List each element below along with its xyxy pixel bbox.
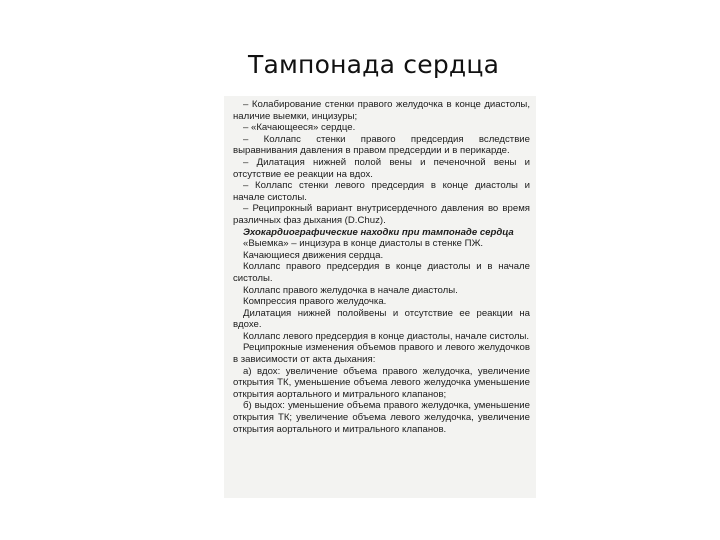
scanned-text-image xyxy=(224,96,536,498)
section-heading: Эхокардиографические находки при тампонаде сердца xyxy=(243,226,514,238)
text-line: Реципрокные изменения объемов правого и левого желудочков в зависимости от акта дыхания: xyxy=(233,342,530,366)
text-line: Дилатация нижней полойвены и отсутствие ее реакции на вдохе. xyxy=(233,307,530,331)
text-line: Коллапс правого желудочка в начале диастолы. xyxy=(243,284,458,296)
text-line: б) выдох: уменьшение объема правого желудочка, уменьшение открытия ТК; увеличение объема левого желудочка, увеличение открытия аортального и митрального клапанов. xyxy=(233,400,530,435)
text-line: «Выемка» – инцизура в конце диастолы в стенке ПЖ. xyxy=(243,238,484,250)
scanned-text-body xyxy=(224,96,536,435)
text-line: – «Качающееся» сердце. xyxy=(243,122,356,134)
text-line: Качающиеся движения сердца. xyxy=(243,249,384,261)
text-line: – Коллапс стенки левого предсердия в конце диастолы и начале систолы. xyxy=(233,180,530,203)
text-line: а) вдох: увеличение объема правого желудочка, увеличение открытия ТК, уменьшение объема левого желудочка уменьшение открытия аортального и митрального клапанов; xyxy=(233,365,530,400)
text-line: – Колабирование стенки правого желудочка в конце диастолы, наличие выемки, инцизуры; xyxy=(233,99,530,122)
text-line: Компрессия правого желудочка. xyxy=(243,296,387,308)
text-line: – Реципрокный вариант внутрисердечного давления во время различных фаз дыхания (D.Chuz). xyxy=(233,203,530,226)
slide-title: Тампонада сердца xyxy=(248,50,500,79)
text-line: Коллапс правого предсердия в конце диастолы и в начале систолы. xyxy=(233,261,530,284)
text-line: Коллапс левого предсердия в конце диастолы, начале систолы. xyxy=(243,330,530,342)
text-line: – Коллапс стенки правого предсердия вследствие выравнивания давления в правом предсердии и в перикарде. xyxy=(233,133,530,157)
text-line: – Дилатация нижней полой вены и печеночной вены и отсутствие ее реакции на вдох. xyxy=(233,156,530,180)
